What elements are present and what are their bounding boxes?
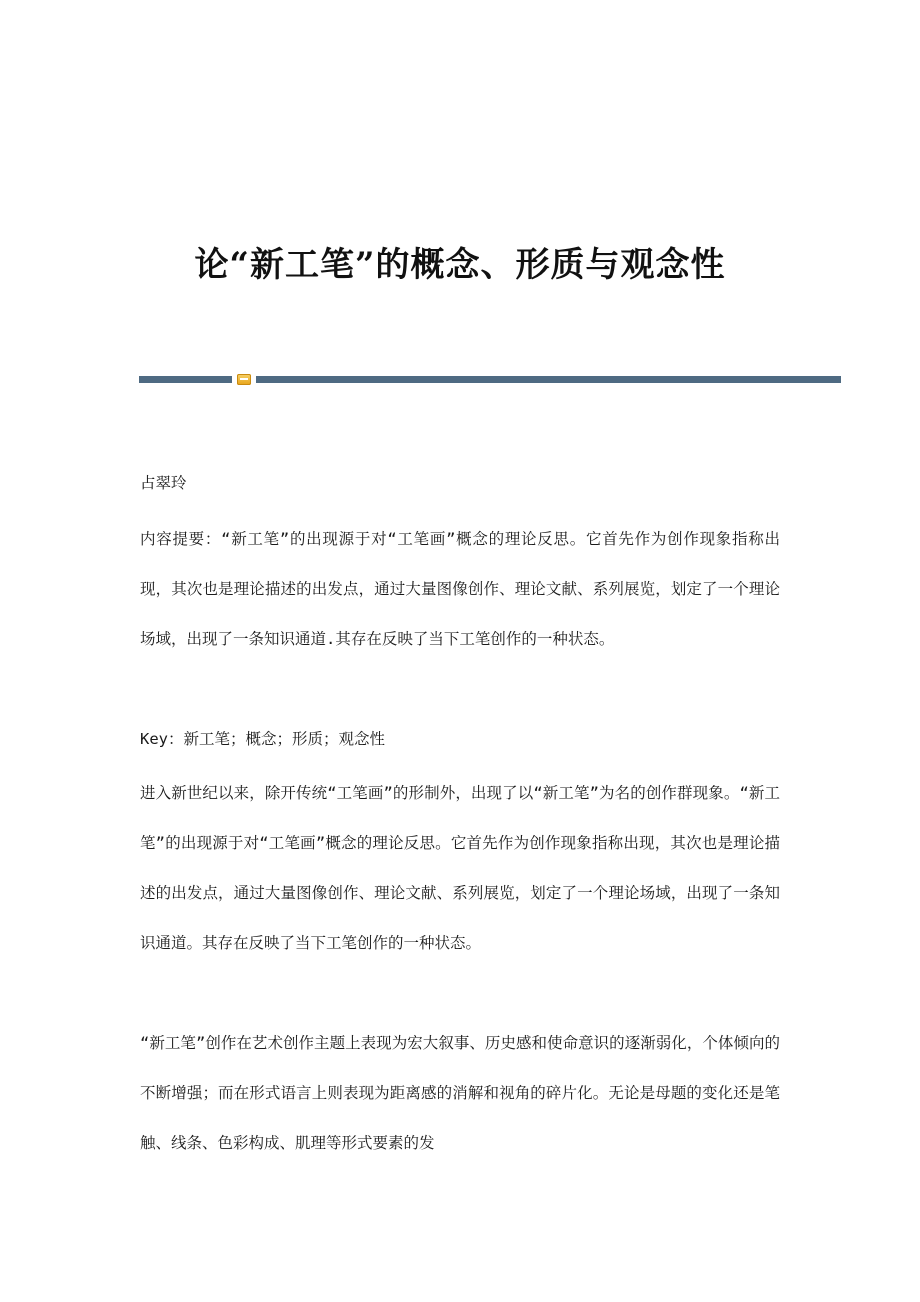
abstract: 内容提要：“新工笔”的出现源于对“工笔画”概念的理论反思。它首先作为创作现象指称出现，其次也是理论描述的出发点，通过大量图像创作、理论文献、系列展览，划定了一个理论场域，出现了一条知识通道.其存在反映了当下工笔创作的一种状态。 (140, 530, 780, 648)
author-name: 占翠玲 (140, 474, 187, 492)
document-title: 论“新工笔”的概念、形质与观念性 (194, 244, 726, 285)
keywords: Key：新工笔；概念；形质；观念性 (140, 730, 385, 748)
divider-bar-right (256, 376, 841, 383)
divider-bar-left (139, 376, 232, 383)
body-paragraph: “新工笔”创作在艺术创作主题上表现为宏大叙事、历史感和使命意识的逐渐弱化，个体倾向的不断增强；而在形式语言上则表现为距离感的消解和视角的碎片化。无论是母题的变化还是笔触、线条、色彩构成、肌理等形式要素的发 (140, 1034, 780, 1152)
body-paragraph: 进入新世纪以来，除开传统“工笔画”的形制外，出现了以“新工笔”为名的创作群现象。“新工笔”的出现源于对“工笔画”概念的理论反思。它首先作为创作现象指称出现，其次也是理论描述的出发点，通过大量图像创作、理论文献、系列展览，划定了一个理论场域，出现了一条知识通道。其存在反映了当下工笔创作的一种状态。 (140, 784, 780, 952)
title-divider (139, 374, 841, 384)
divider-ornament-icon (237, 374, 251, 385)
